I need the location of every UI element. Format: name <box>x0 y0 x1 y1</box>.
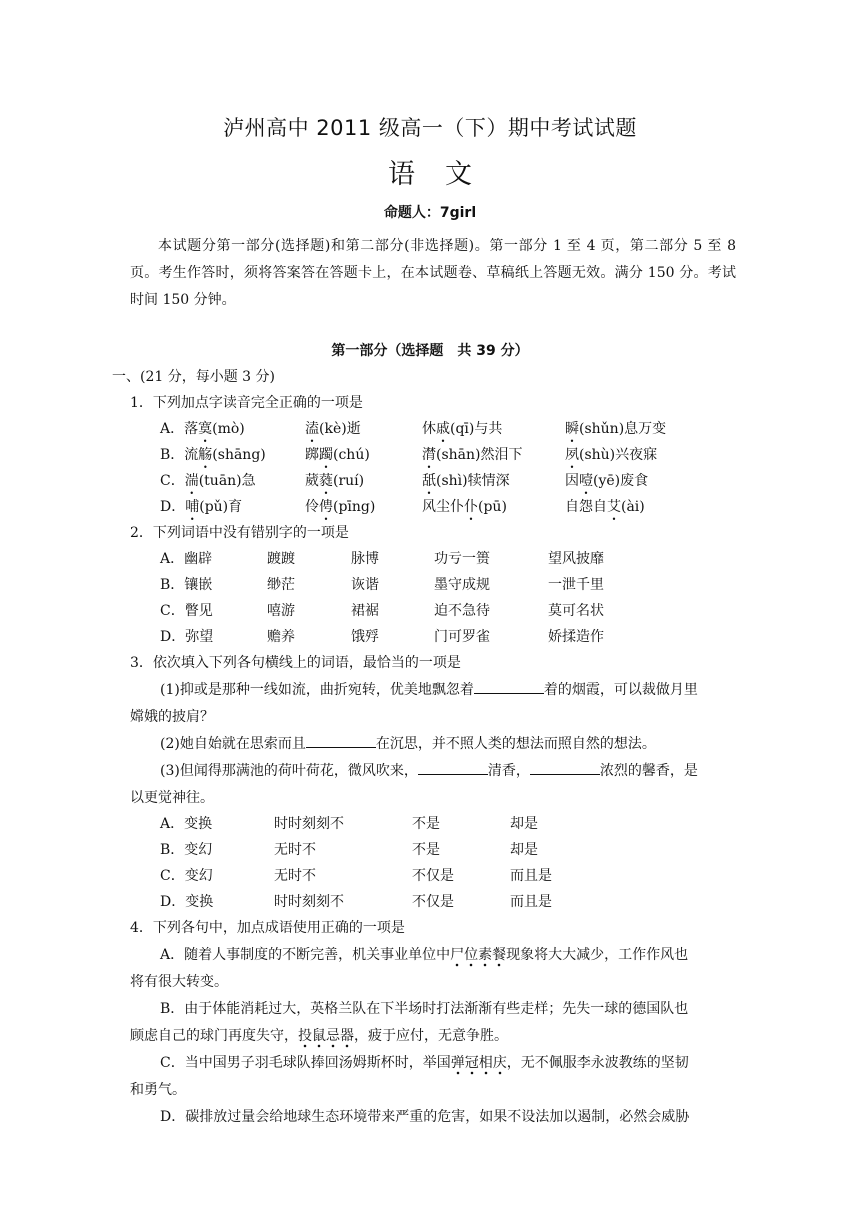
q1-option-c-1: C．湍(tuān)急 <box>160 473 256 489</box>
q1-option-a-2: 溘(kè)逝 <box>305 421 361 437</box>
q2-cell: 莫可名状 <box>548 603 604 619</box>
q2-cell: 缈茫 <box>267 577 295 593</box>
q2-cell: 嘻游 <box>267 603 295 619</box>
q4-option-d: D．碳排放过量会给地球生态环境带来严重的危害，如果不设法加以遏制，必然会威胁 <box>160 1109 690 1125</box>
dotted-idiom: 投鼠忌器 <box>298 1028 354 1049</box>
fill-blank <box>530 760 600 775</box>
q3-sentence-1: (1)抑或是那种一线如流，曲折宛转，优美地飘忽着 着的烟霞，可以裁做月里 <box>160 679 698 699</box>
q2-cell: 赡养 <box>267 629 295 645</box>
q1-option-a-1: A．落寞(mò) <box>160 421 245 437</box>
q2-cell: 墨守成规 <box>434 577 490 593</box>
subject-title: 语文 <box>388 159 502 190</box>
q1-option-d-3: 风尘仆仆(pū) <box>422 499 507 515</box>
q2-cell: D．弥望 <box>160 629 214 645</box>
q3-cell: 无时不 <box>274 842 316 858</box>
intro-paragraph: 本试题分第一部分(选择题)和第二部分(非选择题)。第一部分 1 至 4 页，第二部分 5 至 8 页。考生作答时，须将答案答在答题卡上，在本试题卷、草稿纸上答题无效。满分 150 分。考试时间 150 分钟。 <box>130 238 736 308</box>
q4-option-a-cont: 将有很大转变。 <box>130 974 228 990</box>
fill-blank <box>474 679 544 694</box>
q2-cell: 一泄千里 <box>548 577 604 593</box>
q2-cell: 迫不急待 <box>434 603 490 619</box>
author-line: 命题人：7girl <box>383 205 477 221</box>
q2-cell: 裙裾 <box>351 603 379 619</box>
q3-stem: 3．依次填入下列各句横线上的词语，最恰当的一项是 <box>130 655 461 671</box>
q3-sentence-2: (2)她自始就在思索而且 在沉思，并不照人类的想法而照自然的想法。 <box>160 733 656 753</box>
q1-option-d-4: 自怨自艾(ài) <box>565 499 645 515</box>
q2-cell: B．镶嵌 <box>160 577 213 593</box>
q1-option-c-2: 葳蕤(ruí) <box>305 473 365 489</box>
q2-cell: 脉博 <box>351 551 379 567</box>
q1-option-b-4: 夙(shù)兴夜寐 <box>565 447 658 463</box>
q3-cell: A．变换 <box>160 816 213 832</box>
q2-cell: 饿殍 <box>351 629 379 645</box>
q3-cell: B．变幻 <box>160 842 213 858</box>
q1-option-d-2: 伶俜(pīng) <box>305 499 376 515</box>
q2-cell: 踱踱 <box>267 551 295 567</box>
q3-cell: 无时不 <box>274 868 316 884</box>
q2-cell: 娇揉造作 <box>548 629 604 645</box>
q3-cell: C．变幻 <box>160 868 213 884</box>
q4-option-b-cont: 顾虑自己的球门再度失守，投鼠忌器，疲于应付，无意争胜。 <box>130 1025 508 1045</box>
q4-stem: 4．下列各句中，加点成语使用正确的一项是 <box>130 920 405 936</box>
part1-title: 第一部分（选择题 共 39 分） <box>331 343 529 359</box>
q2-cell: C．瞥见 <box>160 603 213 619</box>
dotted-idiom: 尸位素餐 <box>450 947 506 968</box>
q4-option-c: C．当中国男子羽毛球队捧回汤姆斯杯时，举国弹冠相庆，无不佩服李永波教练的坚韧 <box>160 1052 689 1072</box>
q2-cell: 功亏一篑 <box>434 551 490 567</box>
dotted-idiom: 弹冠相庆 <box>451 1055 507 1076</box>
q3-sentence-3: (3)但闻得那满池的荷叶荷花，微风吹来， 清香， 浓烈的馨香，是 <box>160 760 698 780</box>
q3-cell: 却是 <box>510 842 538 858</box>
q4-option-c-cont: 和勇气。 <box>130 1082 186 1098</box>
section-heading: 一、(21 分，每小题 3 分) <box>112 369 275 385</box>
q3-sentence-1-cont: 嫦娥的披肩？ <box>130 709 214 725</box>
q2-stem: 2．下列词语中没有错别字的一项是 <box>130 525 349 541</box>
exam-title: 泸州高中 2011 级高一（下）期中考试试题 <box>223 116 637 140</box>
q1-option-a-4: 瞬(shǔn)息万变 <box>565 421 667 437</box>
q3-cell: 而且是 <box>510 894 552 910</box>
q3-cell: 不仅是 <box>412 894 454 910</box>
q2-cell: 诙谐 <box>351 577 379 593</box>
q3-cell: 不是 <box>412 816 440 832</box>
q1-stem: 1．下列加点字读音完全正确的一项是 <box>130 395 363 411</box>
q1-option-d-1: D．哺(pǔ)育 <box>160 499 243 515</box>
q1-option-c-3: 舐(shì)犊情深 <box>422 473 510 489</box>
q3-cell: D．变换 <box>160 894 214 910</box>
q3-cell: 而且是 <box>510 868 552 884</box>
q3-cell: 时时刻刻不 <box>274 816 344 832</box>
q2-cell: 门可罗雀 <box>434 629 490 645</box>
q4-option-b: B．由于体能消耗过大，英格兰队在下半场时打法渐渐有些走样；先失一球的德国队也 <box>160 1001 689 1017</box>
q3-cell: 却是 <box>510 816 538 832</box>
q4-option-a: A．随着人事制度的不断完善，机关事业单位中尸位素餐现象将大大减少，工作作风也 <box>160 944 688 964</box>
q1-option-c-4: 因噎(yē)废食 <box>565 473 649 489</box>
q1-option-b-1: B．流觞(shāng) <box>160 447 266 463</box>
q2-cell: A．幽辟 <box>160 551 213 567</box>
q3-cell: 时时刻刻不 <box>274 894 344 910</box>
q3-cell: 不仅是 <box>412 868 454 884</box>
q1-option-b-3: 潸(shān)然泪下 <box>422 447 523 463</box>
fill-blank <box>418 760 488 775</box>
q3-cell: 不是 <box>412 842 440 858</box>
q1-option-a-3: 休戚(qī)与共 <box>422 421 503 437</box>
fill-blank <box>306 733 376 748</box>
q2-cell: 望风披靡 <box>548 551 604 567</box>
q1-option-b-2: 踯躅(chú) <box>305 447 370 463</box>
q3-sentence-3-cont: 以更觉神往。 <box>130 790 214 806</box>
